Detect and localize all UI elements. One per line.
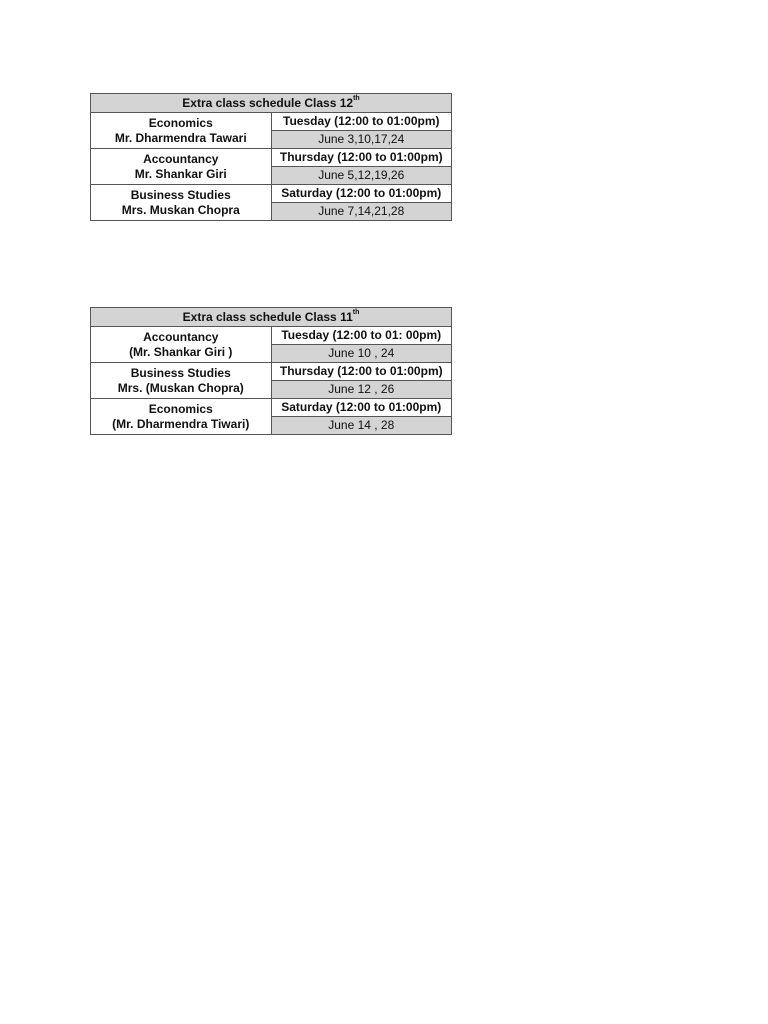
table-header-row bbox=[91, 308, 452, 327]
day-time-cell: Thursday (12:00 to 01:00pm) bbox=[271, 363, 452, 381]
table-title-text: Extra class schedule Class 11 bbox=[182, 309, 353, 324]
teacher-name: Mrs. Muskan Chopra bbox=[121, 202, 240, 217]
teacher-name: Mr. Dharmendra Tawari bbox=[114, 130, 247, 145]
subject-name: Business Studies bbox=[130, 187, 231, 202]
day-time-cell: Tuesday (12:00 to 01:00pm) bbox=[271, 113, 452, 131]
subject-name: Business Studies bbox=[130, 365, 231, 380]
teacher-name: (Mr. Dharmendra Tiwari) bbox=[112, 416, 250, 431]
table-row bbox=[91, 363, 452, 381]
table-title-superscript: th bbox=[352, 308, 360, 316]
subject-name: Accountancy bbox=[143, 151, 219, 166]
table-title-superscript: th bbox=[353, 94, 360, 102]
dates-cell: June 3,10,17,24 bbox=[271, 131, 452, 149]
table-row bbox=[91, 149, 452, 167]
dates-cell: June 7,14,21,28 bbox=[271, 203, 452, 221]
subject-cell bbox=[91, 399, 272, 435]
day-time-cell: Tuesday (12:00 to 01: 00pm) bbox=[271, 327, 452, 345]
subject-cell bbox=[91, 327, 272, 363]
subject-cell bbox=[91, 363, 272, 399]
teacher-name: Mrs. (Muskan Chopra) bbox=[117, 380, 244, 395]
subject-cell bbox=[91, 113, 272, 149]
dates-cell: June 12 , 26 bbox=[271, 381, 452, 399]
subject-name: Economics bbox=[148, 401, 213, 416]
dates-cell: June 10 , 24 bbox=[271, 345, 452, 363]
table-header-row bbox=[91, 94, 452, 113]
table-row bbox=[91, 399, 452, 417]
dates-cell: June 14 , 28 bbox=[271, 417, 452, 435]
table-title bbox=[91, 308, 452, 327]
subject-cell bbox=[91, 185, 272, 221]
dates-cell: June 5,12,19,26 bbox=[271, 167, 452, 185]
subject-name: Accountancy bbox=[143, 329, 219, 344]
table-row bbox=[91, 327, 452, 345]
day-time-cell: Saturday (12:00 to 01:00pm) bbox=[271, 185, 452, 203]
schedule-table-class-11 bbox=[90, 307, 452, 435]
table-title bbox=[91, 94, 452, 113]
table-row bbox=[91, 185, 452, 203]
day-time-cell: Saturday (12:00 to 01:00pm) bbox=[271, 399, 452, 417]
teacher-name: (Mr. Shankar Giri ) bbox=[129, 344, 233, 359]
teacher-name: Mr. Shankar Giri bbox=[134, 166, 227, 181]
subject-cell bbox=[91, 149, 272, 185]
table-row bbox=[91, 113, 452, 131]
schedule-table-class-12 bbox=[90, 93, 452, 221]
day-time-cell: Thursday (12:00 to 01:00pm) bbox=[271, 149, 452, 167]
subject-name: Economics bbox=[148, 115, 213, 130]
table-title-text: Extra class schedule Class 12 bbox=[182, 95, 354, 110]
